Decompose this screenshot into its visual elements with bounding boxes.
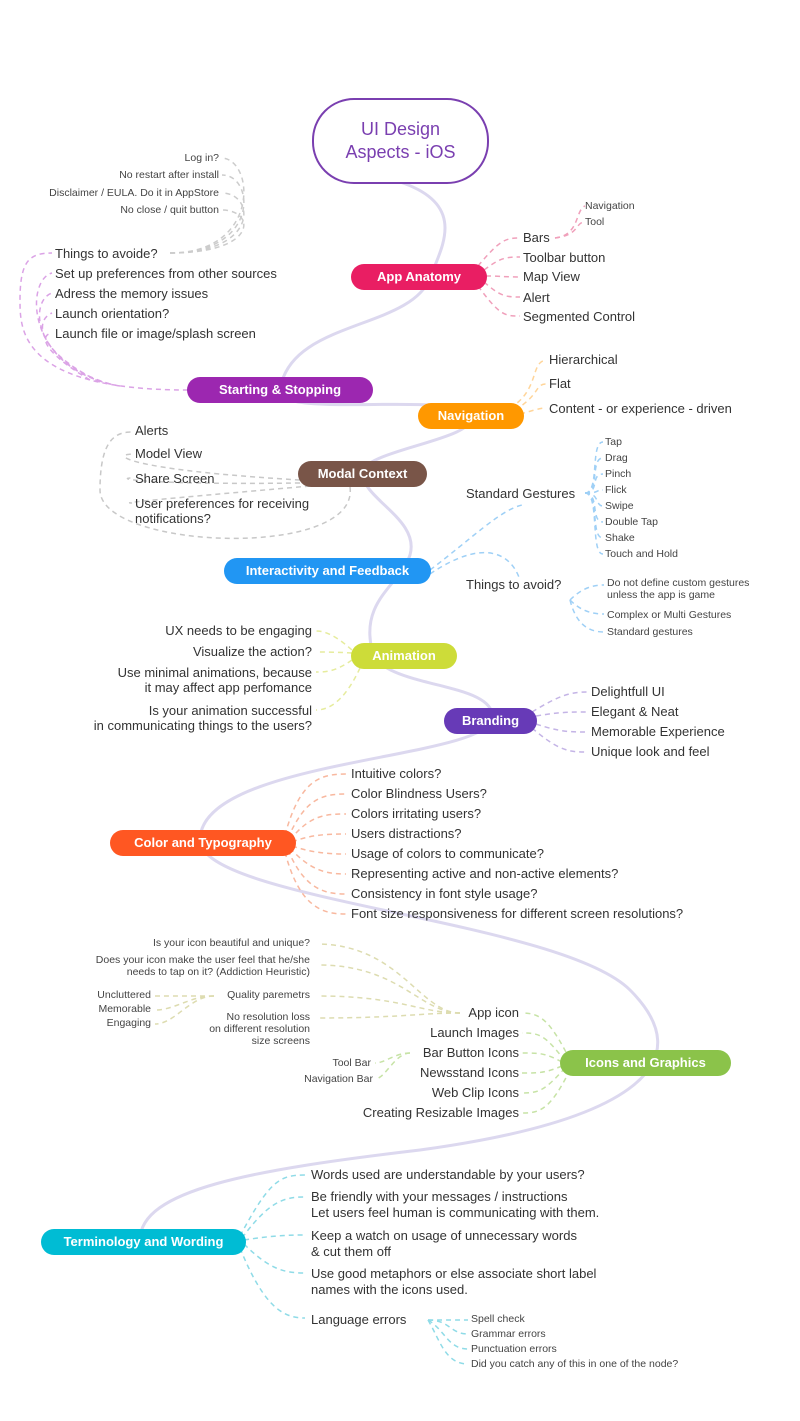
branding-item: Elegant & Neat <box>591 704 679 719</box>
animation-links <box>316 631 360 710</box>
avoid-sub-item: No close / quit button <box>120 204 219 216</box>
gesture-item: Shake <box>605 532 635 544</box>
color-typo-item: Consistency in font style usage? <box>351 886 538 901</box>
app-icon-sub-item: on different resolution <box>209 1023 310 1035</box>
modal-item: Model View <box>135 446 202 461</box>
terminology-item: Let users feel human is communicating with them. <box>311 1205 600 1220</box>
quality-sub-item: Memorable <box>98 1003 151 1015</box>
terminology-item: Be friendly with your messages / instructions <box>311 1189 568 1204</box>
color-typo-item: Colors irritating users? <box>351 806 482 821</box>
interactivity-avoid-label: Things to avoid? <box>466 577 562 592</box>
terminology-item: Language errors <box>311 1312 407 1327</box>
interactivity-avoid-item: Complex or Multi Gestures <box>607 609 732 621</box>
gestures-label: Standard Gestures <box>466 486 576 501</box>
branding-item: Unique look and feel <box>591 744 710 759</box>
node-app-anatomy: App Anatomy <box>351 264 487 290</box>
app-icon-sub-item: No resolution loss <box>226 1011 310 1023</box>
interactivity-avoid-item: unless the app is game <box>607 589 715 601</box>
app-anatomy-item: Bars <box>523 230 550 245</box>
node-animation: Animation <box>351 643 457 669</box>
starting-item: Launch file or image/splash screen <box>55 326 256 341</box>
app-icon-sub-item: Does your icon make the user feel that he/she <box>95 954 310 966</box>
node-branding: Branding <box>444 708 537 734</box>
modal-item: Share Screen <box>135 471 215 486</box>
icons-item: Launch Images <box>430 1025 519 1040</box>
app-icon-sub-item: needs to tap on it? (Addiction Heuristic) <box>126 966 310 978</box>
node-modal-context: Modal Context <box>298 461 427 487</box>
terminology-item: Words used are understandable by your users? <box>311 1167 585 1182</box>
gesture-item: Pinch <box>605 468 632 480</box>
icons-item: Creating Resizable Images <box>362 1105 519 1120</box>
icons-item: Newsstand Icons <box>420 1065 519 1080</box>
avoid-sub-item: Disclaimer / EULA. Do it in AppStore <box>49 187 219 199</box>
app-anatomy-item: Map View <box>523 269 580 284</box>
branding-item: Memorable Experience <box>591 724 725 739</box>
animation-item: in communicating things to the users? <box>93 718 312 733</box>
color-typo-item: Color Blindness Users? <box>351 786 487 801</box>
color-typo-item: Users distractions? <box>351 826 462 841</box>
node-navigation: Navigation <box>418 403 524 429</box>
quality-sub-item: Uncluttered <box>97 989 151 1001</box>
animation-item: Use minimal animations, because <box>117 665 312 680</box>
branding-item: Delightfull UI <box>591 684 665 699</box>
terminology-item: Use good metaphors or else associate short label <box>311 1266 597 1281</box>
animation-item: Visualize the action? <box>192 644 312 659</box>
app-icon-sub-item: size screens <box>251 1035 310 1047</box>
icons-item: App icon <box>468 1005 519 1020</box>
app-anatomy-item: Alert <box>523 290 550 305</box>
animation-item: Is your animation successful <box>148 703 312 718</box>
bar-icon-sub-item: Tool Bar <box>332 1057 371 1069</box>
starting-item: Set up preferences from other sources <box>55 266 277 281</box>
starting-item: Adress the memory issues <box>55 286 209 301</box>
avoid-sub-item: Log in? <box>184 152 219 164</box>
color-typo-item: Intuitive colors? <box>351 766 442 781</box>
node-interactivity-feedback: Interactivity and Feedback <box>224 558 431 584</box>
navigation-item: Flat <box>549 376 571 391</box>
bars-sub-item: Tool <box>585 216 605 228</box>
starting-item: Launch orientation? <box>55 306 170 321</box>
avoid-sub-item: No restart after install <box>119 169 219 181</box>
language-sub-item: Did you catch any of this in one of the node? <box>471 1358 679 1370</box>
color-typo-item: Font size responsiveness for different screen resolutions? <box>351 906 684 921</box>
gesture-item: Swipe <box>605 500 634 512</box>
root-title-line2: Aspects - iOS <box>345 142 456 162</box>
modal-item: Alerts <box>135 423 169 438</box>
interactivity-avoid-item: Do not define custom gestures <box>607 577 750 589</box>
color-typo-item: Representing active and non-active elements? <box>351 866 619 881</box>
terminology-item: Keep a watch on usage of unnecessary words <box>311 1228 577 1243</box>
interactivity-avoid-item: Standard gestures <box>607 626 693 638</box>
language-sub-item: Spell check <box>471 1313 525 1325</box>
modal-item: notifications? <box>135 511 211 526</box>
icons-item: Web Clip Icons <box>431 1085 519 1100</box>
node-color-typography: Color and Typography <box>110 830 296 856</box>
starting-item: Things to avoide? <box>55 246 158 261</box>
gesture-item: Touch and Hold <box>605 548 678 560</box>
bars-sub-item: Navigation <box>585 200 635 212</box>
node-starting-stopping: Starting & Stopping <box>187 377 373 403</box>
icons-item: Bar Button Icons <box>422 1045 519 1060</box>
gesture-item: Drag <box>605 452 628 464</box>
gesture-item: Flick <box>605 484 627 496</box>
app-icon-sub-item: Quality paremetrs <box>227 989 310 1001</box>
quality-sub-item: Engaging <box>106 1017 151 1029</box>
app-anatomy-item: Toolbar button <box>523 250 606 265</box>
language-sub-item: Grammar errors <box>471 1328 546 1340</box>
gesture-item: Double Tap <box>605 516 658 528</box>
modal-item: User preferences for receiving <box>135 496 310 511</box>
app-anatomy-item: Segmented Control <box>523 309 636 324</box>
branding-links <box>532 692 588 752</box>
terminology-item: & cut them off <box>311 1244 391 1259</box>
animation-item: UX needs to be engaging <box>165 623 312 638</box>
color-typo-item: Usage of colors to communicate? <box>351 846 544 861</box>
gesture-item: Tap <box>605 436 622 448</box>
bar-icon-sub-item: Navigation Bar <box>304 1073 373 1085</box>
interactivity-links <box>430 442 604 632</box>
terminology-item: names with the icons used. <box>311 1282 468 1297</box>
root-title-line1: UI Design <box>360 119 441 139</box>
app-icon-sub-item: Is your icon beautiful and unique? <box>152 937 310 949</box>
animation-item: it may affect app perfomance <box>144 680 312 695</box>
language-sub-item: Punctuation errors <box>471 1343 557 1355</box>
navigation-item: Hierarchical <box>549 352 618 367</box>
node-terminology-wording: Terminology and Wording <box>41 1229 246 1255</box>
root-node <box>312 98 489 184</box>
navigation-item: Content - or experience - driven <box>549 401 732 416</box>
node-icons-graphics: Icons and Graphics <box>560 1050 731 1076</box>
